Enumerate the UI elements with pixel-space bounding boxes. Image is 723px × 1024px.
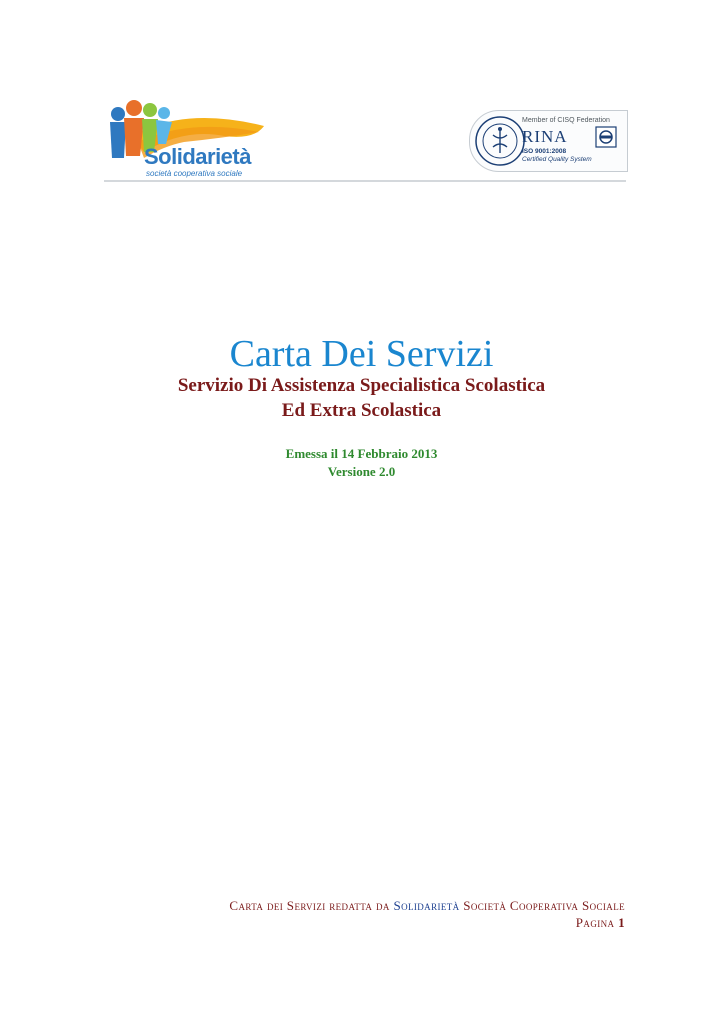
cert-name: RINA: [522, 127, 568, 146]
cert-member-text: Member of CISQ Federation: [522, 117, 610, 124]
cert-system: Certified Quality System: [522, 156, 592, 163]
rina-certification-badge: [469, 110, 628, 172]
cisq-badge-icon: [595, 126, 617, 148]
issue-date: Emessa il 14 Febbraio 2013: [285, 446, 438, 461]
logo-wordmark: Solidarietà: [144, 144, 251, 169]
solidarieta-logo: [104, 96, 274, 180]
document-subtitle-line2: Ed Extra Scolastica: [281, 400, 442, 421]
page-label: Pagina: [575, 915, 615, 930]
document-version: Versione 2.0: [327, 464, 396, 479]
footer-text-before: Carta dei Servizi redatta da: [229, 898, 390, 913]
document-subtitle-line1: Servizio Di Assistenza Specialistica Scolastica: [177, 375, 546, 396]
logo-subtitle: società cooperativa sociale: [146, 169, 243, 178]
page-number: 1: [618, 915, 625, 930]
document-title: Carta Dei Servizi: [229, 333, 494, 375]
footer-page: [105, 914, 625, 932]
cert-iso: ISO 9001:2008: [522, 148, 567, 155]
footer-credit: [105, 897, 625, 915]
page-header: [104, 96, 626, 182]
footer-text-after: Società Cooperativa Sociale: [463, 898, 625, 913]
footer-brand: Solidarietà: [393, 898, 460, 913]
rina-seal-icon: [474, 115, 526, 167]
